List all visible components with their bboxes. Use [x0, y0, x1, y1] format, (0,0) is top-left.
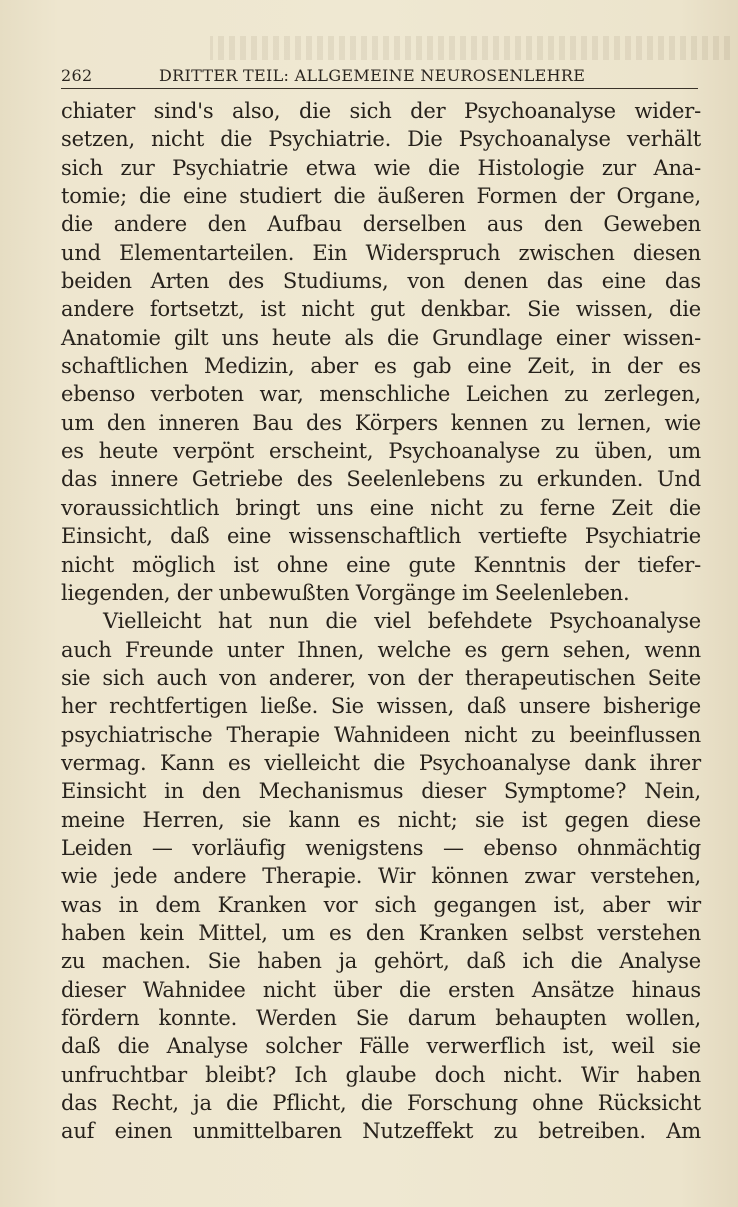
running-head: DRITTER TEIL: ALLGEMEINE NEUROSENLEHRE [159, 66, 586, 85]
text-line: chiater sind's also, die sich der Psychoanalyse wider- [61, 99, 701, 123]
page-number: 262 [61, 66, 93, 85]
text-line: zu machen. Sie haben ja gehört, daß ich die Analyse [61, 949, 701, 974]
body-text [61, 97, 701, 1146]
text-line: was in dem Kranken vor sich gegangen ist, aber wir [61, 892, 701, 917]
text-line: dieser Wahnidee nicht über die ersten Ansätze hinaus [61, 977, 701, 1002]
text-line: Einsicht, daß eine wissenschaftlich vertiefte Psychiatrie [61, 524, 701, 549]
text-line: andere fortsetzt, ist nicht gut denkbar. Sie wissen, die [61, 297, 701, 322]
text-line: fördern konnte. Werden Sie darum behaupten wollen, [61, 1006, 701, 1030]
page-header [61, 62, 701, 88]
text-line: sich zur Psychiatrie etwa wie die Histologie zur Ana- [61, 155, 701, 180]
text-line: ebenso verboten war, menschliche Leichen zu zerlegen, [61, 382, 701, 407]
text-line: beiden Arten des Studiums, von denen das eine das [61, 269, 701, 294]
text-line: setzen, nicht die Psychiatrie. Die Psychoanalyse verhält [61, 127, 701, 152]
text-line: um den inneren Bau des Körpers kennen zu lernen, wie [61, 410, 701, 435]
text-line: psychiatrische Therapie Wahnideen nicht zu beeinflussen [61, 722, 701, 747]
header-rule [61, 88, 698, 89]
text-line: es heute verpönt erscheint, Psychoanalyse zu üben, um [61, 439, 701, 464]
text-line: voraussichtlich bringt uns eine nicht zu ferne Zeit die [61, 495, 701, 520]
text-line: meine Herren, sie kann es nicht; sie ist gegen diese [61, 807, 701, 832]
bleed-through-shadow [210, 36, 730, 60]
text-line: wie jede andere Therapie. Wir können zwar verstehen, [61, 864, 701, 889]
text-line: auch Freunde unter Ihnen, welche es gern sehen, wenn [61, 637, 701, 662]
text-line: nicht möglich ist ohne eine gute Kenntnis der tiefer- [61, 552, 701, 577]
text-line: die andere den Aufbau derselben aus den Geweben [61, 212, 701, 237]
text-line: her rechtfertigen ließe. Sie wissen, daß unsere bisherige [61, 694, 701, 719]
paragraph-end-line: liegenden, der unbewußten Vorgänge im Seelenleben. [61, 580, 630, 605]
text-line: daß die Analyse solcher Fälle verwerflich ist, weil sie [61, 1034, 701, 1059]
text-line: sie sich auch von anderer, von der therapeutischen Seite [61, 665, 701, 690]
text-line: Einsicht in den Mechanismus dieser Symptome? Nein, [61, 779, 701, 804]
text-line: schaftlichen Medizin, aber es gab eine Zeit, in der es [61, 354, 701, 379]
text-line: Anatomie gilt uns heute als die Grundlage einer wissen- [61, 325, 701, 350]
text-line: das Recht, ja die Pflicht, die Forschung ohne Rücksicht [61, 1091, 701, 1116]
text-line: tomie; die eine studiert die äußeren Formen der Organe, [61, 184, 701, 209]
text-line: und Elementarteilen. Ein Widerspruch zwischen diesen [61, 240, 701, 265]
text-line: haben kein Mittel, um es den Kranken selbst verstehen [61, 920, 701, 945]
text-line: auf einen unmittelbaren Nutzeffekt zu betreiben. Am [61, 1119, 701, 1144]
text-line: das innere Getriebe des Seelenlebens zu erkunden. Und [61, 467, 701, 492]
text-line: vermag. Kann es vielleicht die Psychoanalyse dank ihrer [61, 750, 701, 775]
text-line: Leiden — vorläufig wenigstens — ebenso ohnmächtig [61, 835, 701, 860]
paragraph-start-line: Vielleicht hat nun die viel befehdete Psychoanalyse [103, 609, 701, 634]
text-line: unfruchtbar bleibt? Ich glaube doch nicht. Wir haben [61, 1062, 701, 1087]
